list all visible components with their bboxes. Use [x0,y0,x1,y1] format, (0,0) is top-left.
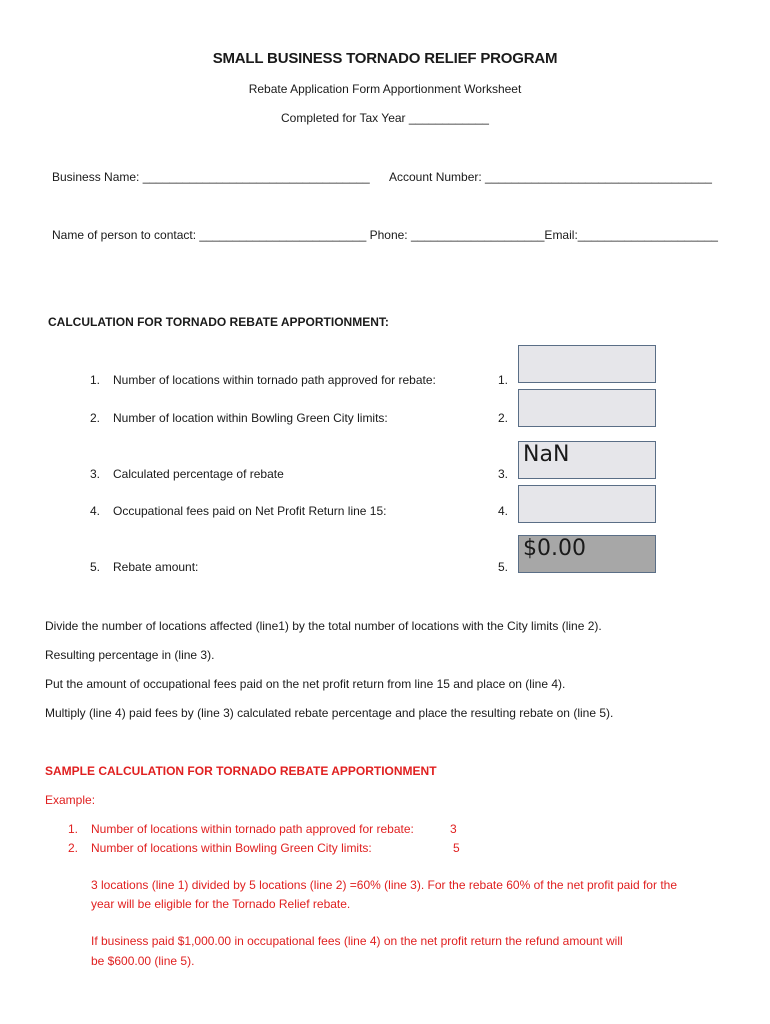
calc-item-5-number: 5. [90,560,101,574]
sample-item-2-label: Number of locations within Bowling Green City limits: [91,841,372,855]
calculation-heading: CALCULATION FOR TORNADO REBATE APPORTIONMENT: [48,315,389,329]
calc-item-2-number: 2. [90,411,101,425]
sample-item-2-value: 5 [453,841,460,855]
rebate-amount-field [518,535,656,573]
calc-item-3-ref: 3. [498,467,509,481]
calc-item-1-label: Number of locations within tornado path approved for rebate: [113,373,436,387]
rebate-percentage-value: NaN [523,442,570,467]
account-number-field[interactable]: Account Number: __________________________________ [389,170,712,184]
calc-item-5-label: Rebate amount: [113,560,199,574]
calc-item-1-ref: 1. [498,373,509,387]
document-title: SMALL BUSINESS TORNADO RELIEF PROGRAM [212,50,558,67]
calc-item-4-label: Occupational fees paid on Net Profit Return line 15: [113,504,387,518]
sample-paragraph-2-line-1: If business paid $1,000.00 in occupational fees (line 4) on the net profit return the refund amount will [91,934,623,948]
business-name-field[interactable]: Business Name: __________________________________ [52,170,370,184]
calc-item-5-ref: 5. [498,560,509,574]
sample-paragraph-1-line-1: 3 locations (line 1) divided by 5 locations (line 2) =60% (line 3). For the rebate 60% of the net profit paid for the [91,878,677,892]
sample-item-1-number: 1. [68,822,79,836]
instruction-line-3: Put the amount of occupational fees paid on the net profit return from line 15 and place on (line 4). [45,677,566,691]
calc-item-4-ref: 4. [498,504,509,518]
contact-field[interactable]: Name of person to contact: _________________________ Phone: ____________________Email:_____________________ [52,228,718,242]
calc-item-1-number: 1. [90,373,101,387]
instruction-line-1: Divide the number of locations affected (line1) by the total number of locations with the City limits (line 2). [45,619,602,633]
instruction-line-4: Multiply (line 4) paid fees by (line 3) calculated rebate percentage and place the resulting rebate on (line 5). [45,706,614,720]
rebate-percentage-field[interactable] [518,441,656,479]
calc-item-2-ref: 2. [498,411,509,425]
locations-in-path-input[interactable] [518,345,656,383]
calc-item-3-number: 3. [90,467,101,481]
sample-heading: SAMPLE CALCULATION FOR TORNADO REBATE APPORTIONMENT [45,764,437,778]
occupational-fees-input[interactable] [518,485,656,523]
document-subtitle: Rebate Application Form Apportionment Worksheet [248,82,522,96]
calc-item-3-label: Calculated percentage of rebate [113,467,284,481]
tax-year-line: Completed for Tax Year ____________ [281,111,489,125]
sample-item-1-value: 3 [450,822,457,836]
sample-item-1-label: Number of locations within tornado path approved for rebate: [91,822,414,836]
sample-example-label: Example: [45,793,96,807]
rebate-amount-value: $0.00 [523,536,586,561]
calc-item-2-label: Number of location within Bowling Green City limits: [113,411,388,425]
sample-paragraph-1-line-2: year will be eligible for the Tornado Relief rebate. [91,897,351,911]
instruction-line-2: Resulting percentage in (line 3). [45,648,215,662]
locations-in-city-input[interactable] [518,389,656,427]
sample-paragraph-2-line-2: be $600.00 (line 5). [91,954,195,968]
calc-item-4-number: 4. [90,504,101,518]
sample-item-2-number: 2. [68,841,79,855]
